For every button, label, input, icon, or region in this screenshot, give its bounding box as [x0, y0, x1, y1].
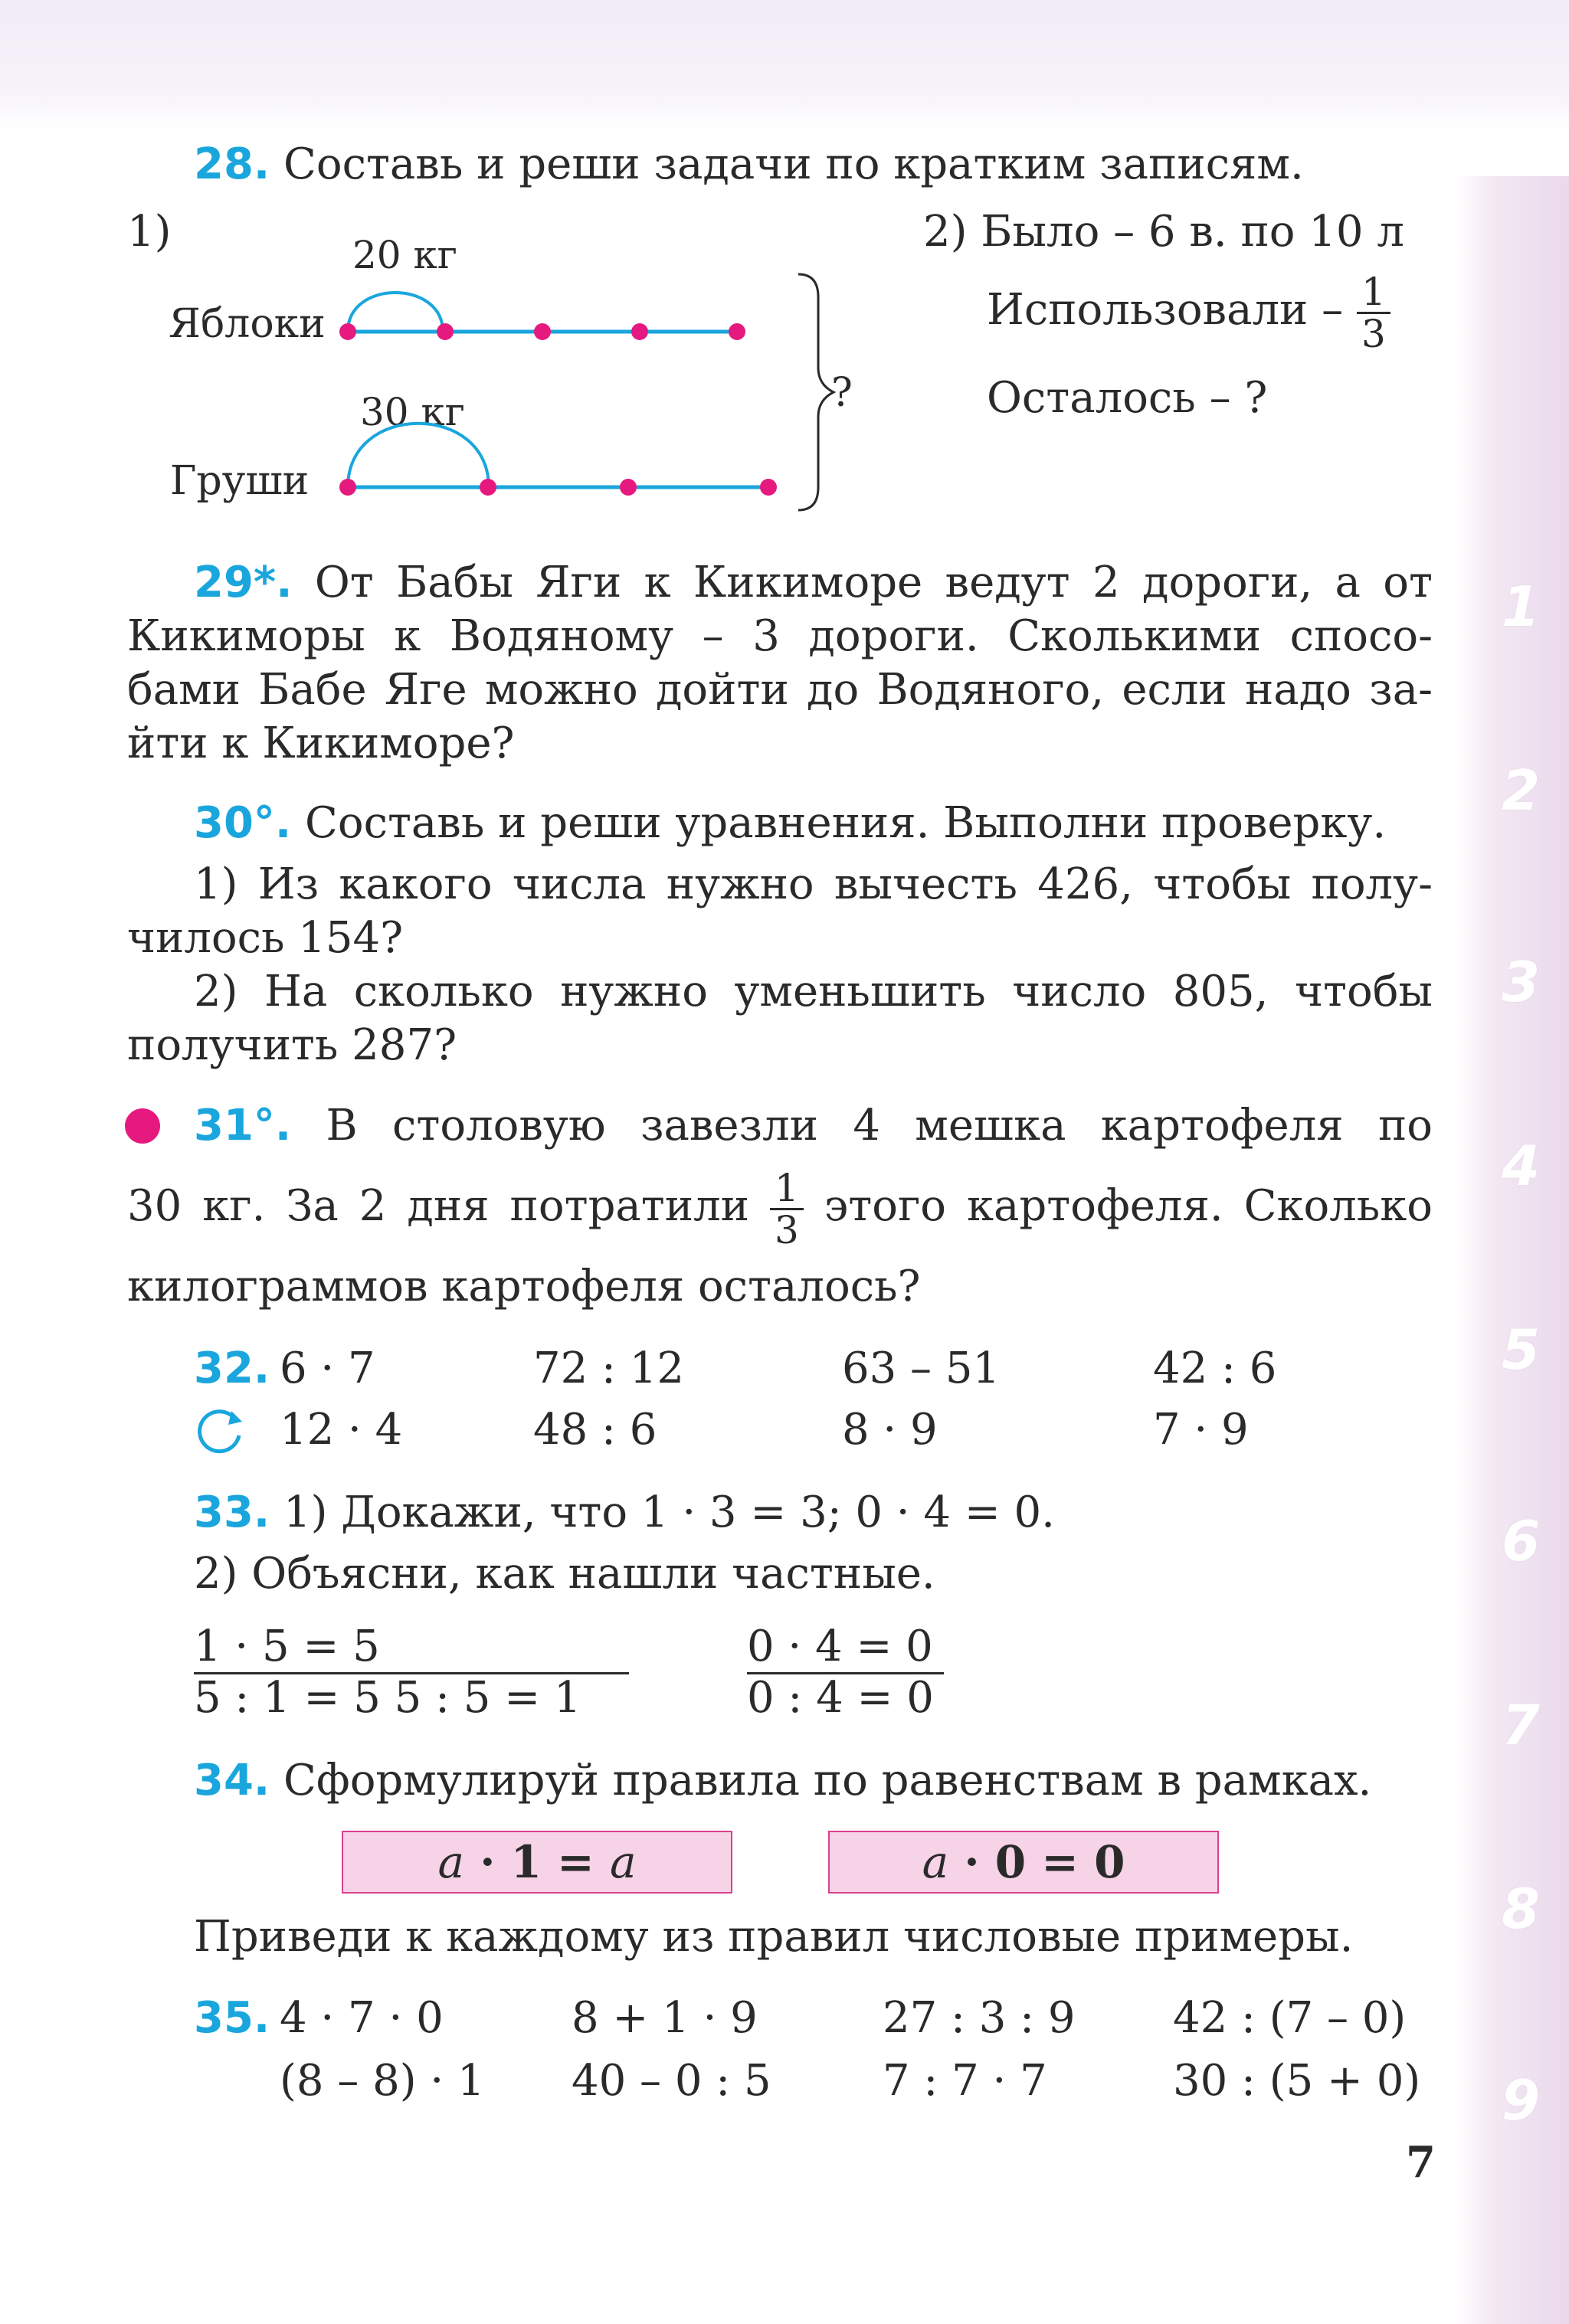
ex29-line2: Кикиморы к Водяному – 3 дороги. Сколькими спосо- — [127, 611, 1433, 661]
segment-point — [760, 479, 777, 496]
ex30-header: 30°. Составь и реши уравнения. Выполни проверку. — [194, 798, 1387, 848]
ex33-right-top: 0 · 4 = 0 — [747, 1622, 933, 1671]
side-tab-8[interactable]: 8 — [1501, 1877, 1541, 1941]
ex33-left-top: 1 · 5 = 5 — [194, 1622, 380, 1671]
ex34-after: Приведи к каждому из правил числовые примеры. — [194, 1912, 1354, 1962]
ex35-r1c3: 27 : 3 : 9 — [883, 1993, 1076, 2043]
exercise-number: 35. — [194, 1993, 270, 2043]
ex29-line4: йти к Кикиморе? — [127, 718, 515, 768]
ex29-line3: бами Бабе Яге можно дойти до Водяного, если надо за- — [127, 665, 1433, 715]
exercise-number: 28. — [194, 139, 270, 189]
exercise-number: 29*. — [194, 558, 293, 607]
segment-point — [339, 479, 356, 496]
ex30-p2-line1: 2) На сколько нужно уменьшить число 805, чтобы — [194, 967, 1433, 1016]
exercise-number: 31°. — [194, 1101, 292, 1151]
ex32-r2c2: 48 : 6 — [533, 1405, 657, 1455]
exercise-number: 33. — [194, 1488, 270, 1537]
side-tab-7[interactable]: 7 — [1501, 1693, 1541, 1757]
ex35-r1c4: 42 : (7 – 0) — [1173, 1993, 1407, 2043]
side-tab-9[interactable]: 9 — [1501, 2068, 1541, 2133]
ex31-line3: килограммов картофеля осталось? — [127, 1262, 921, 1311]
ex32-r1c3: 63 – 51 — [842, 1344, 1001, 1393]
segment-point — [480, 479, 496, 496]
segment-point — [339, 323, 356, 340]
ex34-header: 34. Сформулируй правила по равенствам в рамках. — [194, 1756, 1372, 1805]
exercise-number: 32. — [194, 1344, 270, 1393]
page-number: 7 — [1406, 2137, 1436, 2188]
segment-point — [631, 323, 648, 340]
pears-weight-label: 30 кг — [360, 390, 465, 434]
ex35-r2c3: 7 : 7 · 7 — [883, 2056, 1047, 2106]
side-tab-4[interactable]: 4 — [1501, 1134, 1541, 1198]
ex35-r2c2: 40 – 0 : 5 — [572, 2056, 771, 2106]
side-tab-3[interactable]: 3 — [1501, 950, 1541, 1014]
ex28-part2-left: Осталось – ? — [987, 373, 1268, 423]
ex32-r2c3: 8 · 9 — [842, 1405, 938, 1455]
ex33-line2: 2) Объясни, как нашли частные. — [194, 1549, 935, 1599]
fraction-one-third: $\frac{1}{3}$ — [1357, 272, 1390, 354]
ex28-header — [194, 138, 1304, 191]
segment-point — [437, 323, 454, 340]
ex32-r2c4: 7 · 9 — [1153, 1405, 1249, 1455]
ex30-p1-line2: чилось 154? — [127, 913, 404, 963]
rule-box-multiply-one: a · 1 = a — [342, 1831, 732, 1894]
apples-label: Яблоки — [169, 301, 326, 347]
top-band — [0, 0, 1569, 130]
segment-point — [620, 479, 637, 496]
rule-box-multiply-zero: a · 0 = 0 — [828, 1831, 1219, 1894]
ex32-r1c1: 6 · 7 — [280, 1344, 375, 1393]
ex35-r2c4: 30 : (5 + 0) — [1173, 2056, 1421, 2106]
ex31-line1: 31°. В столовую завезли 4 мешка картофеля по — [194, 1101, 1433, 1151]
ex29-line1: 29*. От Бабы Яги к Кикиморе ведут 2 дороги, а от — [194, 558, 1433, 607]
exercise-number: 34. — [194, 1756, 270, 1805]
apples-arc — [348, 293, 443, 332]
ex30-p1-line1: 1) Из какого числа нужно вычесть 426, чтобы полу- — [194, 859, 1433, 909]
ex35-r1c1: 4 · 7 · 0 — [280, 1993, 444, 2043]
ex28-part1-label: 1) — [127, 207, 172, 257]
cycle-icon — [193, 1403, 247, 1457]
pears-label: Груши — [170, 458, 310, 504]
ex35-r2c1: (8 – 8) · 1 — [280, 2056, 485, 2106]
exercise-number: 30°. — [194, 798, 292, 848]
brace — [798, 274, 834, 510]
ex28-part2-used: Использовали – $\frac{1}{3}$ — [987, 260, 1390, 360]
ex28-text: Составь и реши задачи по кратким записям. — [283, 139, 1304, 189]
ex32-r2c1: 12 · 4 — [280, 1405, 403, 1455]
side-tab-6[interactable]: 6 — [1501, 1509, 1541, 1573]
home-task-marker — [125, 1108, 160, 1144]
side-tab-5[interactable]: 5 — [1501, 1317, 1541, 1382]
ex30-p2-line2: получить 287? — [127, 1020, 457, 1070]
ex33-header: 33. 1) Докажи, что 1 · 3 = 3; 0 · 4 = 0. — [194, 1488, 1055, 1537]
ex31-line2: 30 кг. За 2 дня потратили $\frac{1}{3}$ этого картофеля. Сколько — [127, 1166, 1433, 1252]
side-tab-2[interactable]: 2 — [1501, 758, 1541, 823]
ex32-r1c2: 72 : 12 — [533, 1344, 684, 1393]
fraction-one-third: $\frac{1}{3}$ — [770, 1168, 804, 1250]
ex33-left-bottom: 5 : 1 = 5 5 : 5 = 1 — [194, 1673, 581, 1723]
ex33-right-bottom: 0 : 4 = 0 — [747, 1673, 934, 1723]
ex28-diagram — [153, 222, 919, 529]
ex32-r1c4: 42 : 6 — [1153, 1344, 1277, 1393]
apples-weight-label: 20 кг — [352, 233, 457, 277]
segment-point — [729, 323, 745, 340]
segment-point — [534, 323, 551, 340]
chapter-sidebar — [1456, 176, 1569, 2324]
brace-question: ? — [831, 370, 853, 416]
ex28-part2-line1: 2) Было – 6 в. по 10 л — [923, 207, 1404, 257]
ex35-r1c2: 8 + 1 · 9 — [572, 1993, 758, 2043]
side-tab-1[interactable]: 1 — [1501, 574, 1541, 639]
